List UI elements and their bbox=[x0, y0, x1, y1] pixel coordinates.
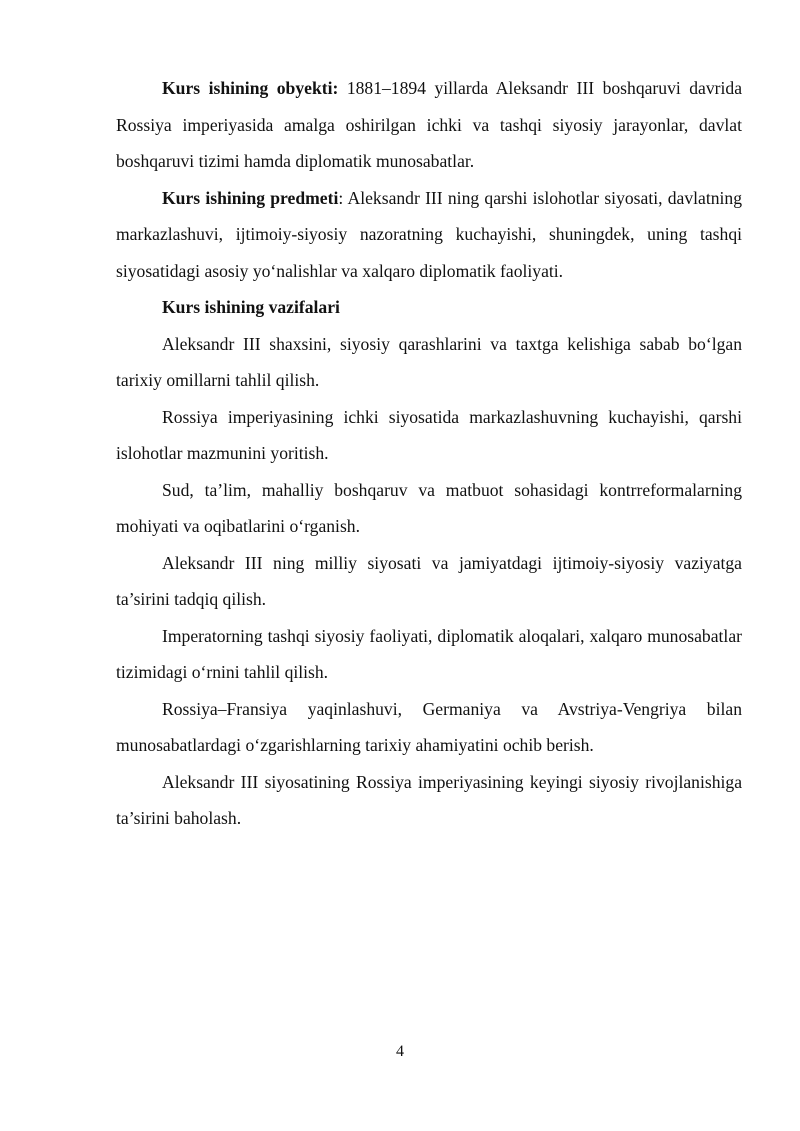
task-item: Aleksandr III shaxsini, siyosiy qarashlarini va taxtga kelishiga sabab bo‘lgan tarixiy omillarni tahlil qilish. bbox=[116, 333, 742, 390]
task-item: Rossiya imperiyasining ichki siyosatida markazlashuvning kuchayishi, qarshi islohotlar mazmunini yoritish. bbox=[116, 406, 742, 463]
tasks-heading-text: Kurs ishining vazifalari bbox=[162, 297, 340, 317]
subject-text: : Aleksandr III ning qarshi islohotlar siyosati, davlatning markazlashuvi, ijtimoiy-siyosiy nazoratning kuchayishi, shuningdek, uning tashqi siyosatidagi asosiy yo‘nalishlar va xalqaro diplomatik faoliyati. bbox=[116, 187, 743, 281]
object-label: Kurs ishining obyekti: bbox=[162, 78, 339, 98]
subject-label: Kurs ishining predmeti bbox=[162, 187, 339, 208]
task-item: Aleksandr III siyosatining Rossiya imperiyasining keyingi siyosiy rivojlanishiga ta’sirini baholash. bbox=[116, 771, 742, 828]
object-text: 1881–1894 yillarda Aleksandr III boshqaruvi davrida Rossiya imperiyasida amalga oshirilgan ichki va tashqi siyosiy jarayonlar, davlat boshqaruvi tizimi hamda diplomatik munosabatlar. bbox=[116, 78, 742, 171]
task-item: Imperatorning tashqi siyosiy faoliyati, diplomatik aloqalari, xalqaro munosabatlar tizimidagi o‘rnini tahlil qilish. bbox=[116, 625, 742, 682]
page-number: 4 bbox=[396, 1043, 404, 1060]
subject-paragraph bbox=[116, 180, 742, 290]
task-item: Aleksandr III ning milliy siyosati va jamiyatdagi ijtimoiy-siyosiy vaziyatga ta’sirini tadqiq qilish. bbox=[116, 552, 742, 609]
page-content bbox=[116, 70, 742, 837]
tasks-heading bbox=[116, 289, 742, 326]
task-item: Sud, ta’lim, mahalliy boshqaruv va matbuot sohasidagi kontrreformalarning mohiyati va oqibatlarini o‘rganish. bbox=[116, 479, 742, 536]
task-item: Rossiya–Fransiya yaqinlashuvi, Germaniya va Avstriya-Vengriya bilan munosabatlardagi o‘zgarishlarning tarixiy ahamiyatini ochib berish. bbox=[116, 698, 742, 755]
object-paragraph bbox=[116, 70, 742, 180]
